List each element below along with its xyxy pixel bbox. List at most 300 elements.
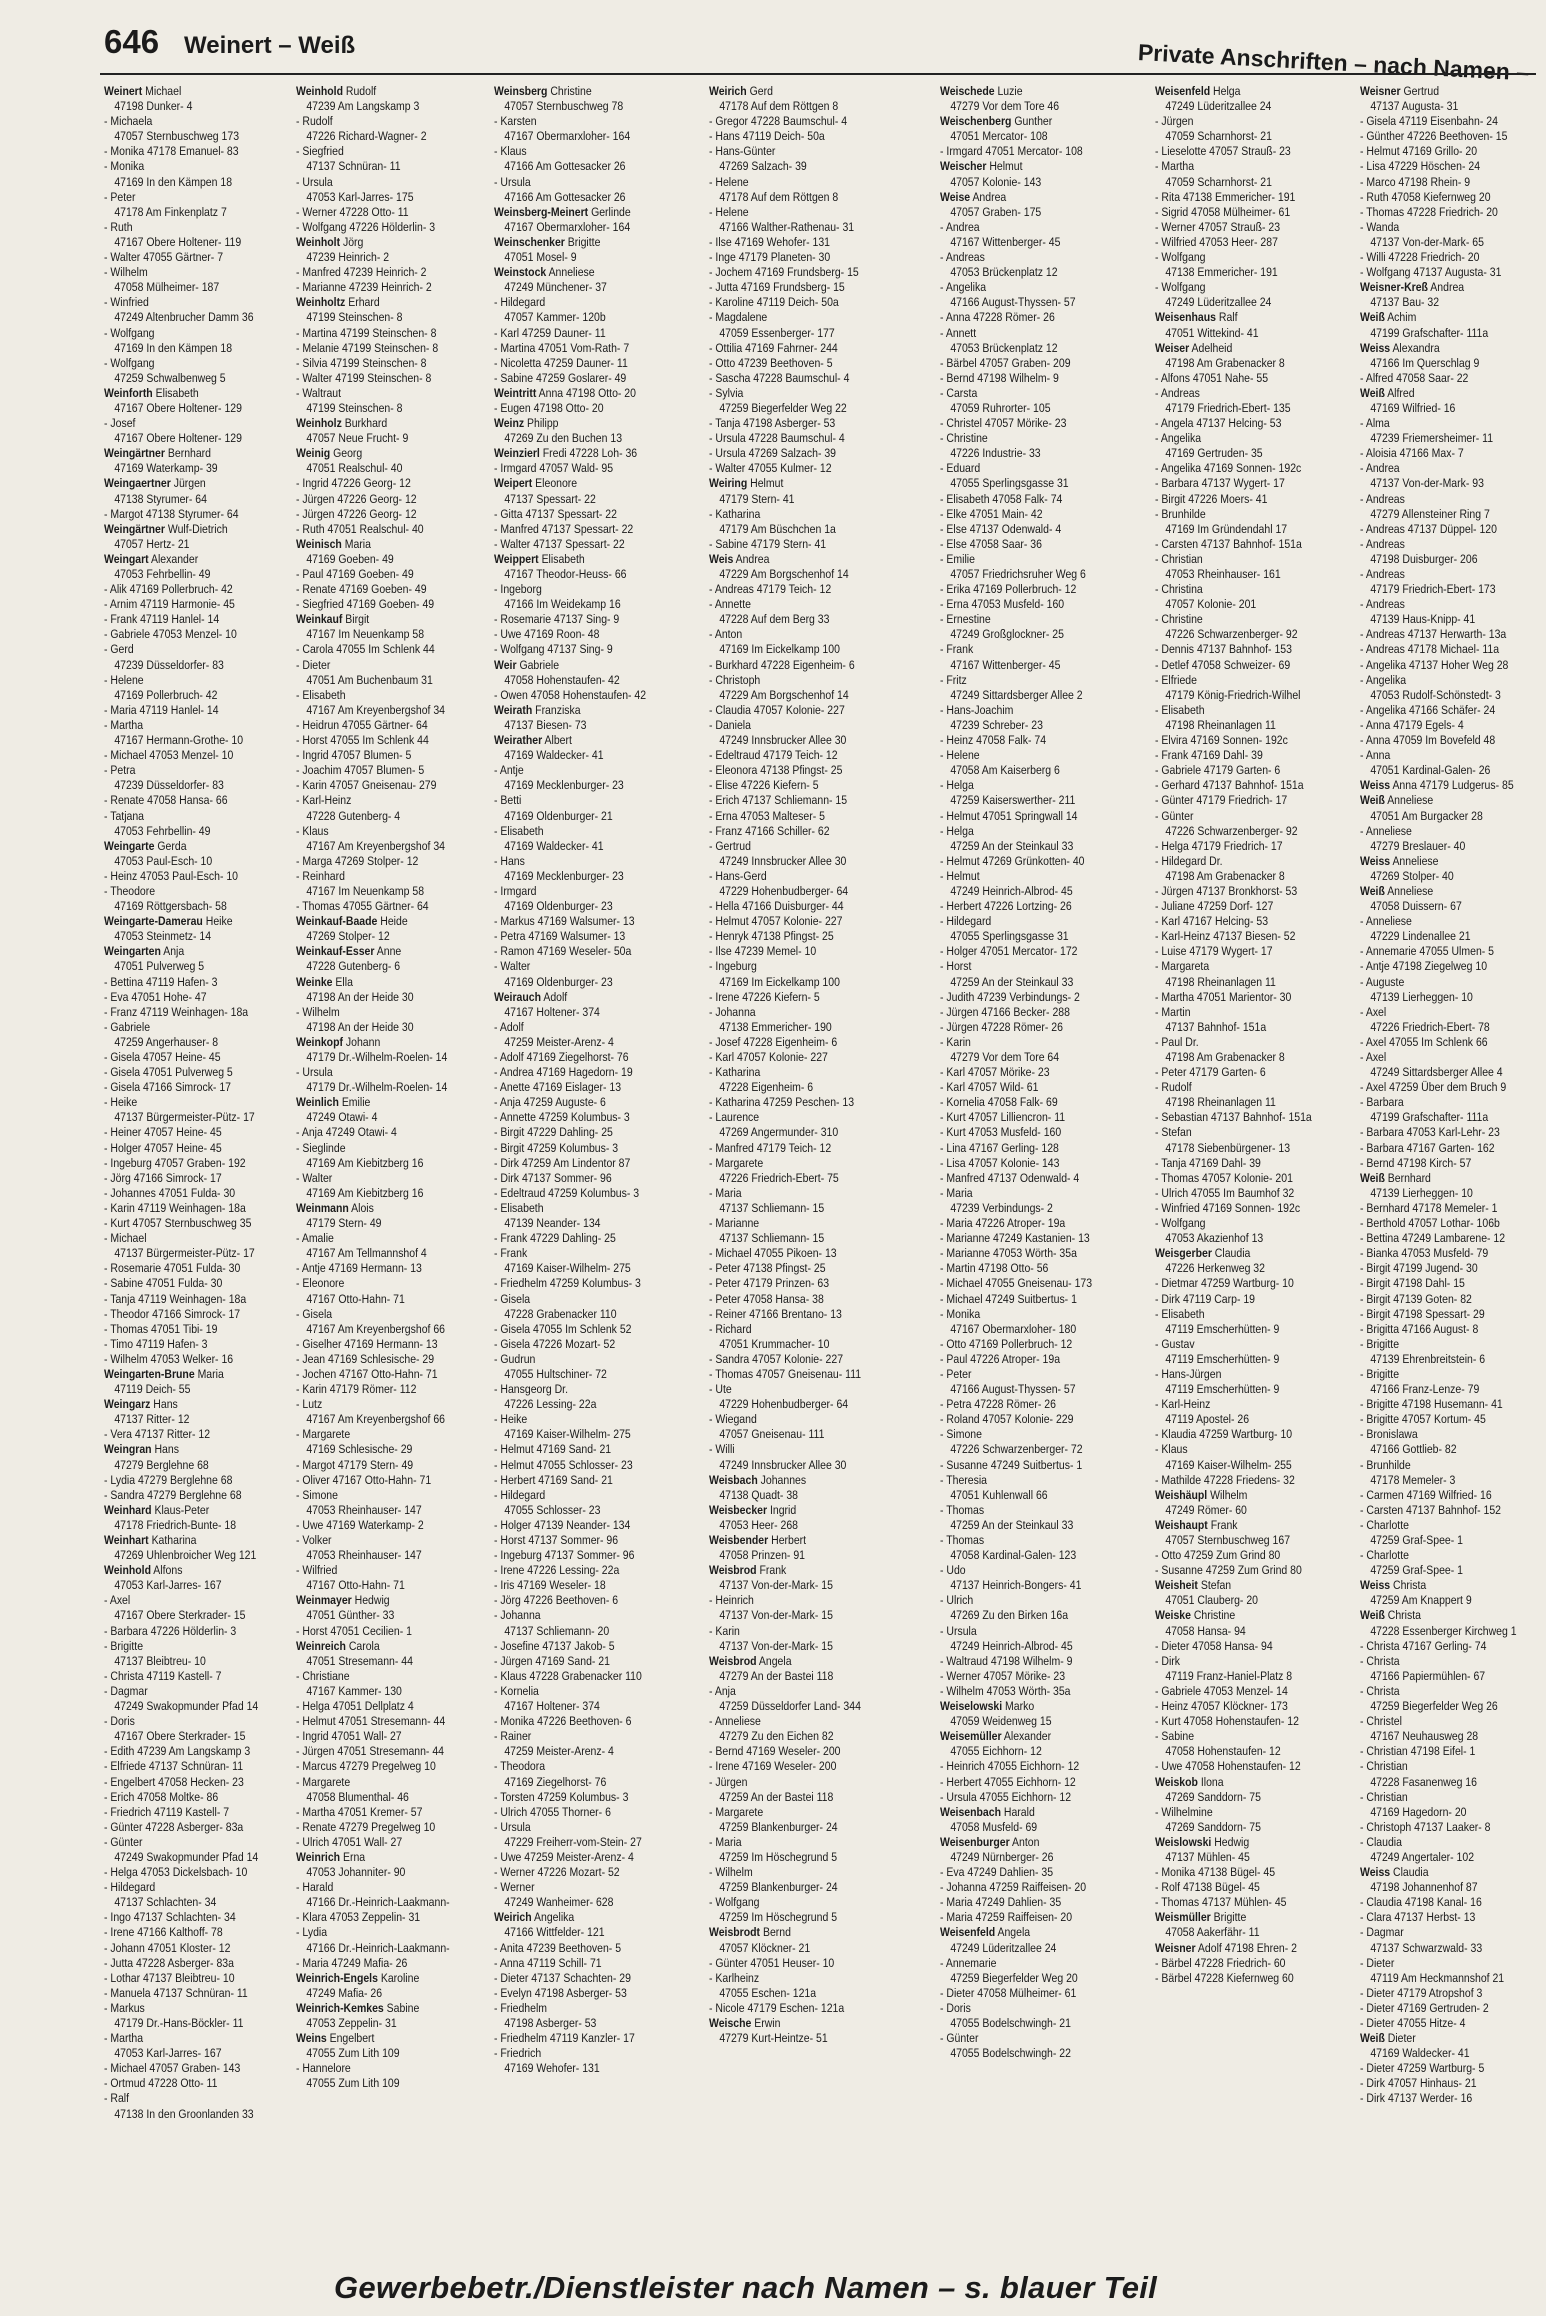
listing-address: 47119 Deich- 55 (114, 1382, 191, 1397)
listing-sub-entry: - Helmut 47057 Kolonie- 227 (709, 914, 843, 929)
listing-address: 47169 Ziegelhorst- 76 (504, 1774, 607, 1789)
listing-sub-entry: - Dirk 47119 Carp- 19 (1155, 1291, 1256, 1306)
listing-sub-entry: - Jürgen (709, 1774, 748, 1789)
listing-given-name: Achim (1384, 310, 1417, 325)
listing-surname-entry (709, 476, 909, 491)
listing-surname-entry (104, 1563, 304, 1578)
listing-address: 47169 Gertruden- 35 (1165, 446, 1263, 461)
listing-sub-entry: - Jürgen 47228 Römer- 26 (940, 1019, 1063, 1034)
listing-address: 47166 Walther-Rathenau- 31 (719, 219, 855, 234)
listing-sub-entry: - Helga (940, 823, 974, 838)
listing-sub-entry: - Erich 47137 Schliemann- 15 (709, 793, 848, 808)
listing-address: 47249 Angertaler- 102 (1370, 1849, 1475, 1864)
listing-address: 47167 Hermann-Grothe- 10 (114, 733, 244, 748)
listing-sub-entry: - Peter 47138 Pfingst- 25 (709, 1261, 826, 1276)
listing-surname-entry (296, 1593, 496, 1608)
listing-surname-entry (709, 1473, 909, 1488)
listing-address: 47119 Emscherhütten- 9 (1165, 1382, 1280, 1397)
listing-sub-entry: - Eleonore (296, 1276, 345, 1291)
listing-sub-entry: - Jürgen 47166 Becker- 288 (940, 1004, 1070, 1019)
listing-surname: Weisenhaus (1155, 310, 1216, 325)
listing-address: 47051 Kuhlenwall 66 (950, 1487, 1048, 1502)
listing-sub-entry: - Uwe 47169 Roon- 48 (494, 627, 600, 642)
listing-surname-entry (104, 446, 304, 461)
listing-surname-entry (296, 84, 496, 99)
listing-address: 47249 Heinrich-Albrod- 45 (950, 883, 1073, 898)
listing-sub-entry: - Bronislawa (1360, 1427, 1418, 1442)
listing-sub-entry: - Emilie (940, 551, 975, 566)
listing-given-name: Anne (374, 944, 402, 959)
listing-address: 47137 Bau- 32 (1370, 295, 1440, 310)
listing-sub-entry: - Uwe 47058 Hohenstaufen- 12 (1155, 1759, 1301, 1774)
listing-address: 47167 Otto-Hahn- 71 (306, 1578, 405, 1593)
listing-sub-entry: - Marianne (709, 1216, 760, 1231)
listing-surname-entry (940, 159, 1140, 174)
listing-sub-entry: - Brigitte 47057 Kortum- 45 (1360, 1412, 1486, 1427)
listing-surname-entry (1360, 84, 1544, 99)
listing-sub-entry: - Bettina 47249 Lambarene- 12 (1360, 1231, 1506, 1246)
listing-address: 47057 Neue Frucht- 9 (306, 431, 409, 446)
listing-sub-entry: - Birgit 47226 Moers- 41 (1155, 491, 1268, 506)
listing-address: 47226 Lessing- 22a (504, 1397, 597, 1412)
listing-sub-entry: - Gabriele 47053 Menzel- 10 (104, 627, 237, 642)
listing-sub-entry: - Ursula (494, 1819, 531, 1834)
listing-address: 47259 Schwalbenweg 5 (114, 370, 226, 385)
listing-address: 47051 Kardinal-Galen- 26 (1370, 763, 1491, 778)
listing-sub-entry: - Angelika 47137 Hoher Weg 28 (1360, 657, 1509, 672)
listing-sub-entry: - Karoline 47119 Deich- 50a (709, 295, 839, 310)
listing-sub-entry: - Daniela (709, 717, 751, 732)
listing-sub-entry: - Günter (940, 2031, 979, 2046)
listing-sub-entry: - Klaus 47228 Grabenacker 110 (494, 1668, 642, 1683)
listing-sub-entry: - Andreas 47137 Herwarth- 13a (1360, 627, 1507, 642)
listing-address: 47229 Freiherr-vom-Stein- 27 (504, 1834, 642, 1849)
listing-sub-entry: - Margarete (296, 1427, 351, 1442)
listing-address: 47228 Essenberger Kirchweg 1 (1370, 1623, 1517, 1638)
listing-sub-entry: - Axel 47055 Im Schlenk 66 (1360, 1034, 1488, 1049)
listing-sub-entry: - Michael 47055 Gneisenau- 173 (940, 1276, 1093, 1291)
listing-sub-entry: - Willi 47228 Friedrich- 20 (1360, 250, 1480, 265)
listing-address: 47239 Schreber- 23 (950, 717, 1043, 732)
listing-sub-entry: - Monika 47138 Bügel- 45 (1155, 1865, 1276, 1880)
listing-sub-entry: - Bernd 47169 Weseler- 200 (709, 1744, 841, 1759)
listing-address: 47259 Düsseldorfer Land- 344 (719, 1699, 861, 1714)
listing-sub-entry: - Werner 47226 Mozart- 52 (494, 1865, 620, 1880)
listing-given-name: Harald (1000, 1804, 1035, 1819)
listing-sub-entry: - Renate 47058 Hansa- 66 (104, 793, 228, 808)
listing-sub-entry: - Helmut 47169 Grillo- 20 (1360, 144, 1478, 159)
listing-sub-entry: - Brunhilde (1155, 506, 1206, 521)
listing-sub-entry: - Peter 47058 Hansa- 38 (709, 1291, 824, 1306)
listing-sub-entry: - Antje 47169 Hermann- 13 (296, 1261, 422, 1276)
listing-address: 47249 Nürnberger- 26 (950, 1849, 1054, 1864)
listing-surname-entry (104, 84, 304, 99)
listing-sub-entry: - Hans-Günter (709, 144, 776, 159)
listing-sub-entry: - Jürgen 47169 Sand- 21 (494, 1653, 610, 1668)
listing-sub-entry: - Annemarie 47055 Ulmen- 5 (1360, 944, 1494, 959)
listing-sub-entry: - Uwe 47259 Meister-Arenz- 4 (494, 1849, 634, 1864)
listing-surname: Weiske (1155, 1608, 1191, 1623)
listing-sub-entry: - Eva 47051 Hohe- 47 (104, 989, 207, 1004)
listing-address: 47055 Schlosser- 23 (504, 1502, 601, 1517)
listing-sub-entry: - Auguste (1360, 974, 1405, 989)
listing-surname-entry (1155, 84, 1355, 99)
listing-sub-entry: - Renate 47169 Goeben- 49 (296, 582, 427, 597)
listing-sub-entry: - Andreas 47178 Michael- 11a (1360, 642, 1500, 657)
listing-sub-entry: - Klaudia 47259 Wartburg- 10 (1155, 1427, 1293, 1442)
listing-address: 47137 Schnüran- 11 (306, 159, 401, 174)
listing-address: 47279 An der Bastei 118 (719, 1668, 834, 1683)
listing-sub-entry: - Andreas 47137 Düppel- 120 (1360, 521, 1497, 536)
listing-surname-entry (494, 476, 694, 491)
listing-given-name: Katharina (148, 1533, 197, 1547)
listing-sub-entry: - Petra (104, 763, 136, 778)
listing-sub-entry: - Peter 47179 Garten- 6 (1155, 1065, 1266, 1080)
listing-sub-entry: - Betti (494, 793, 522, 808)
listing-address: 47058 Hohenstaufen- 42 (504, 672, 620, 687)
listing-surname-entry (709, 1654, 909, 1669)
listing-sub-entry: - Barbara 47137 Wygert- 17 (1155, 476, 1285, 491)
listing-sub-entry: - Hansgeorg Dr. (494, 1382, 568, 1397)
listing-address: 47279 Breslauer- 40 (1370, 838, 1466, 853)
listing-given-name: Jörg (340, 234, 364, 249)
listing-surname-entry (494, 1910, 694, 1925)
listing-sub-entry: - Jürgen (1155, 114, 1194, 129)
listing-surname: Weingarten-Brune (104, 1366, 195, 1381)
listing-surname-entry (104, 914, 304, 929)
listing-sub-entry: - Wilhelmine (1155, 1804, 1213, 1819)
listing-given-name: Angela (756, 1653, 792, 1668)
listing-sub-entry: - Antje (494, 763, 524, 778)
listing-address: 47269 Stolper- 40 (1370, 868, 1454, 883)
listing-given-name: Dieter (1384, 2031, 1416, 2046)
listing-address: 47051 Mercator- 108 (950, 129, 1048, 144)
listing-given-name: Ella (332, 974, 353, 989)
listing-address: 47179 König-Friedrich-Wilhel (1165, 687, 1301, 702)
listing-address: 47137 Bürgermeister-Pütz- 17 (114, 1110, 255, 1125)
listing-surname: Weinhard (104, 1502, 152, 1517)
listing-sub-entry: - Wolfgang (709, 1895, 760, 1910)
listing-sub-entry: - Monika 47178 Emanuel- 83 (104, 144, 239, 159)
listing-sub-entry: - Sabine 47051 Fulda- 30 (104, 1276, 223, 1291)
listing-sub-entry: - Bärbel 47228 Friedrich- 60 (1155, 1955, 1286, 1970)
listing-given-name: Alfred (1384, 385, 1415, 400)
listing-surname-entry (296, 446, 496, 461)
listing-surname: Weinhold (104, 1563, 151, 1578)
listing-sub-entry: - Wolfgang 47137 Sing- 9 (494, 642, 613, 657)
listing-given-name: Carola (345, 1638, 380, 1653)
listing-address: 47169 Goeben- 49 (306, 551, 394, 566)
listing-sub-entry: - Anna 47179 Egels- 4 (1360, 717, 1464, 732)
listing-surname: Weisenfeld (940, 1925, 996, 1940)
listing-sub-entry: - Brigitte (104, 1638, 144, 1653)
listing-address: 47199 Grafschafter- 111a (1370, 325, 1489, 340)
listing-sub-entry: - Ulrich 47051 Wall- 27 (296, 1834, 403, 1849)
listing-sub-entry: - Iris 47169 Weseler- 18 (494, 1578, 606, 1593)
listing-surname: Weiser (1155, 340, 1190, 355)
listing-address: 47139 Lierheggen- 10 (1370, 1185, 1473, 1200)
listing-address: 47058 Prinzen- 91 (719, 1548, 805, 1563)
listing-sub-entry: - Brigitta 47166 August- 8 (1360, 1321, 1479, 1336)
listing-surname: Weinsberg (494, 84, 548, 98)
listing-sub-entry: - Gustav (1155, 1336, 1195, 1351)
listing-address: 47198 Dunker- 4 (114, 99, 193, 114)
listing-given-name: Anneliese (1390, 853, 1439, 868)
listing-address: 47167 Holtener- 374 (504, 1699, 600, 1714)
listing-sub-entry: - Martin (1155, 1004, 1191, 1019)
listing-surname-entry (494, 990, 694, 1005)
listing-sub-entry: - Sabine 47259 Goslarer- 49 (494, 370, 627, 385)
listing-surname: Weingran (104, 1442, 152, 1457)
listing-address: 47137 Von-der-Mark- 15 (719, 1578, 833, 1593)
listing-surname: Weinke (296, 974, 333, 989)
listing-sub-entry: - Bernd 47198 Wilhelm- 9 (940, 370, 1059, 385)
listing-address: 47269 Angermunder- 310 (719, 1125, 839, 1140)
listing-address: 47166 Dr.-Heinrich-Laakmann- (306, 1940, 450, 1955)
listing-address: 47051 Wittekind- 41 (1165, 325, 1259, 340)
listing-address: 47259 Graf-Spee- 1 (1370, 1533, 1463, 1547)
listing-address: 47166 Am Gottesacker 26 (504, 159, 626, 174)
listing-address: 47167 Wittenberger- 45 (950, 234, 1061, 249)
listing-sub-entry: - Detlef 47058 Schweizer- 69 (1155, 657, 1291, 672)
listing-sub-entry: - Thomas 47057 Kolonie- 201 (1155, 1170, 1293, 1185)
listing-given-name: Gerlinde (588, 204, 631, 219)
listing-sub-entry: - Barbara 47226 Hölderlin- 3 (104, 1623, 237, 1638)
listing-sub-entry: - Sigrid 47058 Mülheimer- 61 (1155, 204, 1291, 219)
listing-surname: Weipert (494, 476, 533, 491)
listing-surname-entry (296, 295, 496, 310)
listing-address: 47057 Friedrichsruher Weg 6 (950, 567, 1086, 581)
listing-surname-entry (104, 1367, 304, 1382)
listing-sub-entry: - Martha 47051 Marientor- 30 (1155, 989, 1292, 1004)
listing-sub-entry: - Michael (104, 1231, 147, 1246)
listing-surname: Weingart (104, 551, 149, 566)
listing-surname: Weirauch (494, 989, 541, 1004)
listing-sub-entry: - Susanne 47249 Suitbertus- 1 (940, 1457, 1083, 1472)
listing-address: 47057 Sternbuschweg 78 (504, 99, 624, 114)
listing-sub-entry: - Martina 47199 Steinschen- 8 (296, 325, 437, 340)
listing-given-name: Albert (542, 733, 572, 748)
listing-sub-entry: - Andrea (1360, 461, 1400, 476)
listing-address: 47169 Am Kiebitzberg 16 (306, 1155, 424, 1170)
listing-given-name: Rudolf (342, 84, 377, 98)
listing-sub-entry: - Kornelia 47058 Falk- 69 (940, 1095, 1058, 1110)
listing-surname: Weisbecker (709, 1502, 768, 1517)
listing-sub-entry: - Else 47137 Odenwald- 4 (940, 521, 1062, 536)
listing-surname-entry (296, 235, 496, 250)
listing-address: 47198 Am Grabenacker 8 (1165, 1050, 1285, 1064)
listing-given-name: Alois (348, 1200, 374, 1215)
listing-sub-entry: - Jürgen 47226 Georg- 12 (296, 491, 417, 506)
listing-address: 47269 Zu den Birken 16a (950, 1608, 1069, 1623)
listing-surname-entry (296, 1095, 496, 1110)
listing-sub-entry: - Gitta 47137 Spessart- 22 (494, 506, 617, 521)
listing-sub-entry: - Dieter (1360, 1955, 1395, 1970)
listing-sub-entry: - Klara 47053 Zeppelin- 31 (296, 1910, 421, 1925)
listing-address: 47137 Von-der-Mark- 65 (1370, 234, 1484, 249)
listing-surname-entry (494, 733, 694, 748)
listing-sub-entry: - Helmut (940, 868, 980, 883)
listing-sub-entry: - Laurence (709, 1110, 760, 1125)
listing-address: 47139 Ehrenbreitstein- 6 (1370, 1351, 1486, 1366)
listing-surname: Weisenburger (940, 1834, 1010, 1849)
listing-given-name: Alexandra (1390, 340, 1440, 355)
listing-surname: Weinhold (296, 84, 343, 98)
listing-address: 47053 Paul-Esch- 10 (114, 853, 213, 868)
listing-address: 47137 Heinrich-Bongers- 41 (950, 1578, 1082, 1593)
listing-sub-entry: - Karl 47057 Mörike- 23 (940, 1065, 1050, 1080)
listing-address: 47169 Im Gründendahl 17 (1165, 521, 1288, 536)
listing-sub-entry: - Andrea 47169 Hagedorn- 19 (494, 1065, 633, 1080)
listing-sub-entry: - Irmgard 47057 Wald- 95 (494, 461, 614, 476)
listing-address: 47137 Von-der-Mark- 15 (719, 1608, 833, 1623)
listing-sub-entry: - Karin 47119 Weinhagen- 18a (104, 1200, 246, 1215)
listing-sub-entry: - Gisela 47226 Mozart- 52 (494, 1336, 616, 1351)
listing-sub-entry: - Maria 47119 Hanlel- 14 (104, 702, 219, 717)
listing-sub-entry: - Angelika 47169 Sonnen- 192c (1155, 461, 1302, 476)
listing-sub-entry: - Clara 47137 Herbst- 13 (1360, 1910, 1476, 1925)
listing-sub-entry: - Erika 47169 Pollerbruch- 12 (940, 582, 1077, 597)
listing-sub-entry: - Henryk 47138 Pfingst- 25 (709, 929, 834, 944)
directory-columns (104, 84, 1544, 2264)
listing-sub-entry: - Karl 47167 Helcing- 53 (1155, 914, 1269, 929)
listing-sub-entry: - Anna 47228 Römer- 26 (940, 310, 1055, 325)
listing-given-name: Hans (150, 1397, 178, 1412)
listing-address: 47137 Ritter- 12 (114, 1412, 190, 1427)
listing-given-name: Sabine (383, 2000, 420, 2015)
listing-address: 47137 Bleibtreu- 10 (114, 1653, 206, 1668)
listing-address: 47169 Wilfried- 16 (1370, 400, 1456, 415)
listing-sub-entry: - Markus 47169 Walsumer- 13 (494, 914, 635, 929)
listing-sub-entry: - Jochem 47169 Frundsberg- 15 (709, 265, 859, 280)
listing-surname-entry (1155, 1518, 1355, 1533)
listing-surname-entry (1360, 1608, 1544, 1623)
listing-sub-entry: - Elfriede (1155, 672, 1197, 687)
listing-sub-entry: - Roland 47057 Kolonie- 229 (940, 1412, 1074, 1427)
listing-sub-entry: - Hella 47166 Duisburger- 44 (709, 899, 844, 914)
listing-sub-entry: - Ruth (104, 219, 133, 234)
listing-address: 47179 Friedrich-Ebert- 173 (1370, 582, 1496, 597)
listing-surname-entry (494, 552, 694, 567)
listing-sub-entry: - Anja (709, 1683, 736, 1698)
listing-sub-entry: - Christian 47198 Eifel- 1 (1360, 1744, 1476, 1759)
listing-surname-entry (940, 114, 1140, 129)
listing-surname-entry (1360, 341, 1544, 356)
listing-sub-entry: - Bettina 47119 Hafen- 3 (104, 974, 218, 989)
listing-surname-entry (1360, 386, 1544, 401)
listing-sub-entry: - Günther 47226 Beethoven- 15 (1360, 129, 1508, 144)
listing-address: 47119 Franz-Haniel-Platz 8 (1165, 1668, 1293, 1683)
listing-address: 47137 Bahnhof- 151a (1165, 1019, 1267, 1034)
listing-sub-entry: - Otto 47239 Beethoven- 5 (709, 355, 833, 370)
listing-sub-entry: - Siegfried 47169 Goeben- 49 (296, 597, 435, 612)
listing-given-name: Christine (1190, 1608, 1236, 1623)
listing-sub-entry: - Elvira 47169 Sonnen- 192c (1155, 733, 1288, 748)
listing-address: 47055 Bodelschwingh- 21 (950, 2016, 1071, 2030)
listing-address: 47249 Swakopmunder Pfad 14 (114, 1849, 259, 1864)
listing-address: 47167 Obermarxloher- 180 (950, 1321, 1077, 1336)
listing-sub-entry: - Wilhelm 47053 Wörth- 35a (940, 1683, 1071, 1698)
listing-address: 47178 Friedrich-Bunte- 18 (114, 1517, 237, 1532)
listing-sub-entry: - Rainer (494, 1729, 532, 1744)
listing-sub-entry: - Andreas (1360, 491, 1405, 506)
listing-surname-entry (709, 1563, 909, 1578)
listing-address: 47198 Duisburger- 206 (1370, 551, 1478, 566)
listing-sub-entry: - Elke 47051 Main- 42 (940, 506, 1043, 521)
listing-given-name: Maria (194, 1366, 224, 1381)
listing-sub-entry: - Karl-Heinz (296, 793, 352, 808)
listing-surname-entry (1155, 1941, 1355, 1956)
listing-sub-entry: - Anna 47119 Schill- 71 (494, 1955, 602, 1970)
listing-given-name: Adolf 47198 Ehren- 2 (1195, 1940, 1297, 1955)
listing-address: 47269 Stolper- 12 (306, 929, 390, 944)
listing-surname: Weise (940, 189, 971, 204)
listing-given-name: Ingrid (767, 1502, 797, 1517)
listing-sub-entry: - Michael 47057 Graben- 143 (104, 2061, 241, 2076)
listing-sub-entry: - Tanja 47169 Dahl- 39 (1155, 1155, 1261, 1170)
listing-sub-entry: - Reiner 47166 Brentano- 13 (709, 1306, 842, 1321)
listing-sub-entry: - Kurt 47057 Lilliencron- 11 (940, 1110, 1066, 1125)
listing-given-name: Gertrud (1400, 84, 1440, 98)
listing-sub-entry: - Udo (940, 1563, 966, 1578)
listing-sub-entry: - Alfons 47051 Nahe- 55 (1155, 370, 1269, 385)
listing-surname: Weischer (940, 159, 987, 174)
listing-sub-entry: - Frank 47119 Hanlel- 14 (104, 612, 220, 627)
listing-surname: Weinholz (296, 416, 342, 431)
listing-sub-entry: - Wilhelm (709, 1865, 753, 1880)
listing-sub-entry: - Antje 47198 Ziegelweg 10 (1360, 959, 1488, 974)
listing-sub-entry: - Gisela 47166 Simrock- 17 (104, 1080, 231, 1095)
listing-sub-entry: - Wolfgang (104, 325, 155, 340)
listing-sub-entry: - Walter 47199 Steinschen- 8 (296, 370, 432, 385)
listing-given-name: Heide (377, 914, 408, 929)
listing-address: 47169 Schlesische- 29 (306, 1442, 413, 1457)
listing-surname-entry (494, 446, 694, 461)
listing-address: 47167 Wittenberger- 45 (950, 657, 1061, 672)
listing-sub-entry: - Dieter 47058 Mülheimer- 61 (940, 1985, 1077, 2000)
listing-sub-entry: - Lisa 47229 Höschen- 24 (1360, 159, 1481, 174)
listing-sub-entry: - Ralf (104, 2091, 130, 2106)
listing-surname: Weiß (1360, 883, 1385, 898)
listing-sub-entry: - Gisela 47057 Heine- 45 (104, 1050, 221, 1064)
listing-given-name: Anneliese (1384, 793, 1434, 808)
listing-sub-entry: - Heike (494, 1412, 528, 1427)
listing-sub-entry: - Owen 47058 Hohenstaufen- 42 (494, 687, 647, 702)
listing-address: 47053 Karl-Jarres- 175 (306, 189, 414, 204)
listing-sub-entry: - Richard (709, 1321, 752, 1336)
listing-sub-entry: - Petra 47228 Römer- 26 (940, 1397, 1056, 1412)
listing-sub-entry: - Alfred 47058 Saar- 22 (1360, 370, 1469, 385)
listing-address: 47167 Am Kreyenbergshof 34 (306, 702, 446, 717)
listing-sub-entry: - Anna 47059 Im Bovefeld 48 (1360, 733, 1496, 748)
listing-sub-entry: - Angelika 47166 Schäfer- 24 (1360, 702, 1496, 717)
listing-address: 47169 Waldecker- 41 (1370, 2046, 1470, 2061)
listing-sub-entry: - Gabriele 47053 Menzel- 14 (1155, 1683, 1288, 1698)
listing-surname: Weirich (709, 84, 747, 98)
listing-surname: Weingarten (104, 944, 161, 959)
listing-sub-entry: - Horst (940, 959, 972, 974)
listing-surname: Weisbender (709, 1533, 769, 1547)
listing-address: 47057 Sternbuschweg 173 (114, 129, 240, 144)
listing-address: 47259 An der Steinkaul 33 (950, 838, 1074, 853)
listing-sub-entry: - Helene (709, 204, 749, 219)
listing-sub-entry: - Elisabeth (494, 1200, 544, 1215)
listing-sub-entry: - Heidrun 47055 Gärtner- 64 (296, 717, 428, 732)
listing-surname-entry (940, 1805, 1140, 1820)
listing-sub-entry: - Heinrich 47055 Eichhorn- 12 (940, 1759, 1080, 1774)
listing-address: 47249 Mafia- 26 (306, 1985, 383, 2000)
listing-sub-entry: - Hildegard (104, 1880, 156, 1895)
